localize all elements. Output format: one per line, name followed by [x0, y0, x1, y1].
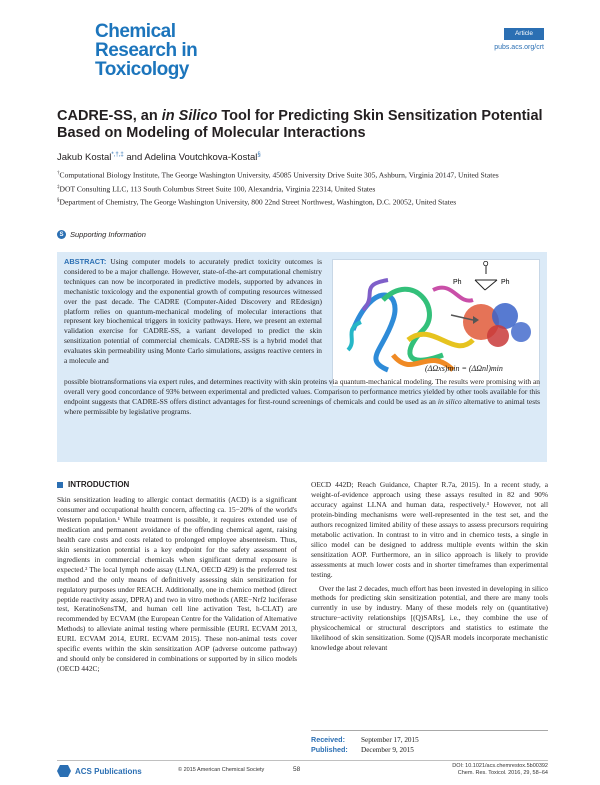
affiliation-2-text: DOT Consulting LLC, 113 South Columbus Street Suite 100, Alexandria, Virginia 22314, United States	[59, 184, 376, 194]
abstract-lower	[64, 377, 540, 417]
received-label: Received:	[311, 735, 345, 744]
supporting-information-link[interactable]	[57, 230, 146, 239]
title-italic: in Silico	[161, 108, 218, 124]
supporting-info-icon: S	[57, 230, 66, 239]
journal-logo	[95, 22, 205, 82]
published-label: Published:	[311, 745, 348, 754]
intro-paragraph-3: Over the last 2 decades, much effort has been invested in developing in silico methods for predicting skin sensitization potential, and there are many tools currently in use by industry. Many of these models rely on (quantitative) structure−activity relationships [(Q)SARs], i.e., they combine the use of physicochemical or structural descriptors and statistics to estimate the likelihood of skin sensitization. Some (Q)SAR models incorporate mechanistic knowledge about relevant	[311, 583, 548, 653]
published-date: December 9, 2015	[361, 746, 414, 754]
paper-title	[57, 108, 547, 142]
column-left	[57, 480, 297, 674]
publication-dates	[311, 735, 419, 755]
introduction-heading	[57, 480, 297, 489]
affiliations	[57, 169, 547, 210]
column-right	[311, 480, 548, 653]
page-number: 58	[293, 766, 301, 773]
author-1-marks[interactable]: *,†,‡	[111, 152, 124, 158]
journal-url-link[interactable]: pubs.acs.org/crt	[494, 44, 544, 51]
intro-paragraph-1: Skin sensitization leading to allergic contact dermatitis (ACD) is a significant consumer and occupational health concern, affecting ca. 15−20% of the world's Western population.¹ While treatment is possible, it requires extended use of medication and permanent avoidance of the offending chemical agent, raising health care costs and costs related to prolonged employee absenteeism. Thus, skin sensitization potential is a key endpoint for the safety assessment of ingredients in commercial chemicals when significant dermal exposure is expected.² The local lymph node assay (LLNA, OECD 429) is the preferred test method and the only means of definitively assessing skin sensitization for regulatory purposes under REACH. Additionally, one in chemico method (direct peptide reactivity assay, DPRA) and two in vitro methods (ARE−Nrf2 luciferase test, KeratinoSensTM, and human cell line activation Test, h-CLAT) are recommended by ECVAM (the European Centre for the Validation of Alternative Methods) to alleviate animal testing where permissible (EURL ECVAM 2013, EURL ECVAM 2014, EURL ECVAM 2015). These non-animal tests cover specific events within the skin sensitization AOP (adverse outcome pathway) and should only be considered in combinations or supported by in silico models (OECD 442C;	[57, 495, 297, 674]
section-square-icon	[57, 482, 63, 488]
acs-hexagon-icon	[57, 765, 71, 777]
affiliation-1-text: Computational Biology Institute, The George Washington University, 45085 University Drive Suite 305, Ashburn, Virginia 20147, United States	[59, 170, 499, 180]
title-part-2: Tool for Predicting Skin Sensitization Potential Based on Modeling of Molecular Interactions	[57, 108, 543, 141]
acs-publications-text: ACS Publications	[75, 766, 142, 776]
affiliation-3-mark: §	[57, 198, 60, 204]
affiliation-2	[57, 183, 547, 195]
affiliation-3-text: Department of Chemistry, The George Washington University, 800 22nd Street Northwest, Washington, D.C. 20052, United States	[59, 197, 457, 207]
acs-publications-logo[interactable]	[57, 765, 142, 777]
abstract-text-upper: Using computer models to accurately predict toxicity outcomes is considered to be a major challenge. However, state-of-the-art computational chemistry techniques can now be incorporated in predictive models, supported by advances in mechanistic toxicology and the exponential growth of computing resources witnessed over the past decade. The CADRE (Computer-Aided Discovery and REdesign) platform relies on quantum-mechanical modeling of molecular interactions that represent key biochemical triggers in toxicity pathways. Here, we present an external validation exercise for CADRE-SS, a variant developed to predict the skin sensitization potential of commercial chemicals. CADRE-SS is a hybrid model that evaluates skin permeability using Monte Carlo simulations, assigns reactive centers in a molecule and	[64, 257, 322, 366]
toc-ph-right: Ph	[501, 279, 510, 286]
supporting-info-label: Supporting Information	[70, 230, 146, 239]
abstract-label: ABSTRACT:	[64, 257, 107, 266]
received-row	[311, 735, 419, 745]
received-date: September 17, 2015	[361, 736, 419, 744]
affiliation-3	[57, 196, 547, 208]
abstract-box	[57, 252, 547, 462]
abstract-upper	[64, 257, 322, 366]
article-type-badge: Article	[504, 28, 544, 40]
logo-line-3: Toxicology	[95, 59, 189, 80]
copyright-notice: © 2015 American Chemical Society	[178, 767, 265, 773]
abstract-text-lower-1: possible biotransformations via expert rules, and determines reactivity with skin proteins via quantum-mechanical modeling. The results were promising with an overall very good concordance of 93% between experimental and predicted values. Comparison to performance metrics yielded by other tools available for this endpoint suggests that CADRE-SS offers distinct advantages for first-round screenings of chemicals and could be used as an	[64, 377, 540, 406]
author-conjunction: and	[123, 152, 145, 164]
toc-graphic	[332, 259, 540, 387]
affiliation-1-mark: †	[57, 171, 60, 176]
logo-line-2: Research in	[95, 40, 198, 61]
intro-paragraph-2: OECD 442D; Reach Guidance, Chapter R.7a, 2015). In a recent study, a weight-of-evidence approach using these assays resulted in 82 and 90% accuracy against LLNA and human data, respectively.³ However, not all protein-binding mechanisms were well-represented in the test set, and the authors recognized limited ability of these assays to assess precursors requiring metabolic activation. In contrast to in vitro and in chemico tests, a single in silico model can be designed to address multiple events within the skin sensitization AOP. Furthermore, an in silico approach is likely to provide assessments at much lower costs and in shorter timeframes than experimental testing.	[311, 480, 548, 579]
doi-link[interactable]: DOI: 10.1021/acs.chemrestox.5b00392	[452, 763, 548, 769]
toc-equation: (ΔΩxs)min = (ΔΩnl)min	[425, 364, 503, 373]
toc-ph-left: Ph	[453, 279, 462, 286]
affiliation-2-mark: ‡	[57, 184, 60, 190]
logo-line-1: Chemical	[95, 21, 176, 42]
abstract-text-lower-2: alternative to animal tests where permissible by legislative programs.	[64, 396, 541, 416]
toc-oxygen-label: O	[483, 261, 489, 268]
citation-text: Chem. Res. Toxicol. 2016, 29, 58−64	[457, 770, 548, 776]
author-1[interactable]: Jakub Kostal	[57, 152, 112, 164]
abstract-text-lower-italic: in silico	[437, 396, 462, 406]
doi-citation	[452, 763, 548, 777]
dates-divider	[311, 730, 548, 731]
title-part-1: CADRE-SS, an	[57, 108, 162, 124]
author-list	[57, 152, 261, 163]
author-2[interactable]: Adelina Voutchkova-Kostal	[144, 152, 258, 164]
author-2-marks[interactable]: §	[257, 152, 261, 158]
published-row	[311, 745, 419, 755]
introduction-heading-text: INTRODUCTION	[68, 480, 130, 489]
footer-divider	[57, 760, 548, 761]
affiliation-1	[57, 169, 547, 181]
